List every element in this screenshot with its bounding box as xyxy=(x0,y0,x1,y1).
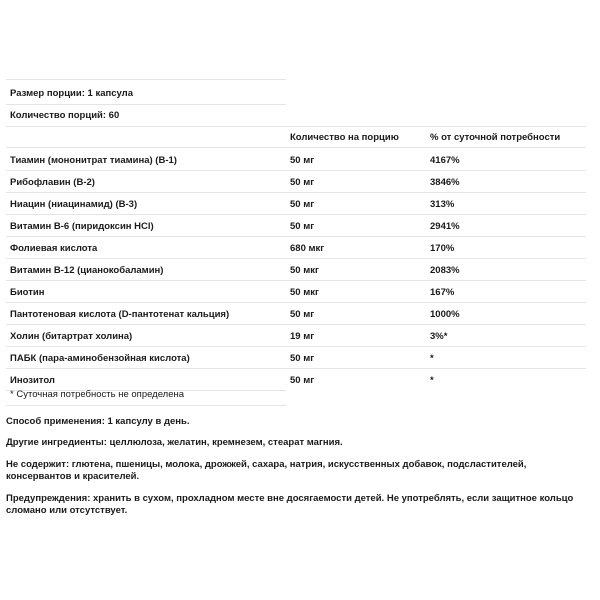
divider xyxy=(6,302,586,303)
divider xyxy=(6,79,286,80)
warnings-line-2: сломано или отсутствует. xyxy=(6,505,128,516)
usage-text: Способ применения: 1 капсулу в день. xyxy=(6,416,190,427)
nutrient-name: ПАБК (пара-аминобензойная кислота) xyxy=(10,353,190,364)
nutrient-daily-value: 3846% xyxy=(430,177,460,188)
nutrient-amount: 50 мг xyxy=(290,155,315,166)
nutrient-daily-value: 1000% xyxy=(430,309,460,320)
divider xyxy=(6,324,586,325)
nutrient-daily-value: 4167% xyxy=(430,155,460,166)
nutrient-daily-value: * xyxy=(430,375,434,386)
nutrient-amount: 50 мг xyxy=(290,309,315,320)
divider xyxy=(6,280,586,281)
nutrient-amount: 19 мг xyxy=(290,331,315,342)
divider xyxy=(6,258,586,259)
nutrient-amount: 50 мкг xyxy=(290,287,319,298)
nutrient-daily-value: 170% xyxy=(430,243,455,254)
nutrient-name: Биотин xyxy=(10,287,45,298)
column-header-amount: Количество на порцию xyxy=(290,132,399,143)
nutrient-daily-value: 313% xyxy=(430,199,455,210)
nutrient-daily-value: 2083% xyxy=(430,265,460,276)
divider xyxy=(6,126,586,127)
nutrient-amount: 50 мг xyxy=(290,177,315,188)
divider xyxy=(6,346,586,347)
divider xyxy=(6,236,586,237)
nutrient-daily-value: 167% xyxy=(430,287,455,298)
nutrient-amount: 50 мг xyxy=(290,375,315,386)
nutrient-daily-value: * xyxy=(430,353,434,364)
divider xyxy=(6,214,586,215)
not-contains-line-1: Не содержит: глютена, пшеницы, молока, дрожжей, сахара, натрия, искусственных добавок, подсластителей, xyxy=(6,459,527,470)
nutrient-amount: 50 мг xyxy=(290,199,315,210)
divider xyxy=(6,368,586,369)
nutrient-amount: 50 мкг xyxy=(290,265,319,276)
nutrient-daily-value: 2941% xyxy=(430,221,460,232)
not-contains-line-2: консервантов и красителей. xyxy=(6,471,140,482)
divider xyxy=(6,147,586,148)
nutrient-name: Витамин В-12 (цианокобаламин) xyxy=(10,265,164,276)
nutrient-name: Ниацин (ниацинамид) (В-3) xyxy=(10,199,138,210)
footnote: * Суточная потребность не определена xyxy=(10,389,185,400)
nutrient-name: Витамин В-6 (пиридоксин HCl) xyxy=(10,221,154,232)
warnings-line-1: Предупреждения: хранить в сухом, прохладном месте вне досягаемости детей. Не употреблять, если защитное кольцо xyxy=(6,493,574,504)
divider xyxy=(6,104,286,105)
servings-count: Количество порций: 60 xyxy=(10,110,120,121)
divider xyxy=(6,170,586,171)
other-ingredients-text: Другие ингредиенты: целлюлоза, желатин, кремнезем, стеарат магния. xyxy=(6,437,343,448)
nutrient-amount: 50 мг xyxy=(290,353,315,364)
nutrient-amount: 50 мг xyxy=(290,221,315,232)
nutrient-name: Инозитол xyxy=(10,375,55,386)
nutrient-amount: 680 мкг xyxy=(290,243,325,254)
divider xyxy=(6,192,586,193)
nutrient-daily-value: 3%* xyxy=(430,331,448,342)
column-header-daily-value: % от суточной потребности xyxy=(430,132,561,143)
nutrient-name: Рибофлавин (В-2) xyxy=(10,177,95,188)
nutrient-name: Холин (битартрат холина) xyxy=(10,331,133,342)
nutrient-name: Пантотеновая кислота (D-пантотенат кальция) xyxy=(10,309,230,320)
nutrient-name: Тиамин (мононитрат тиамина) (В-1) xyxy=(10,155,177,166)
nutrient-name: Фолиевая кислота xyxy=(10,243,98,254)
serving-size: Размер порции: 1 капсула xyxy=(10,88,133,99)
divider xyxy=(6,405,286,406)
